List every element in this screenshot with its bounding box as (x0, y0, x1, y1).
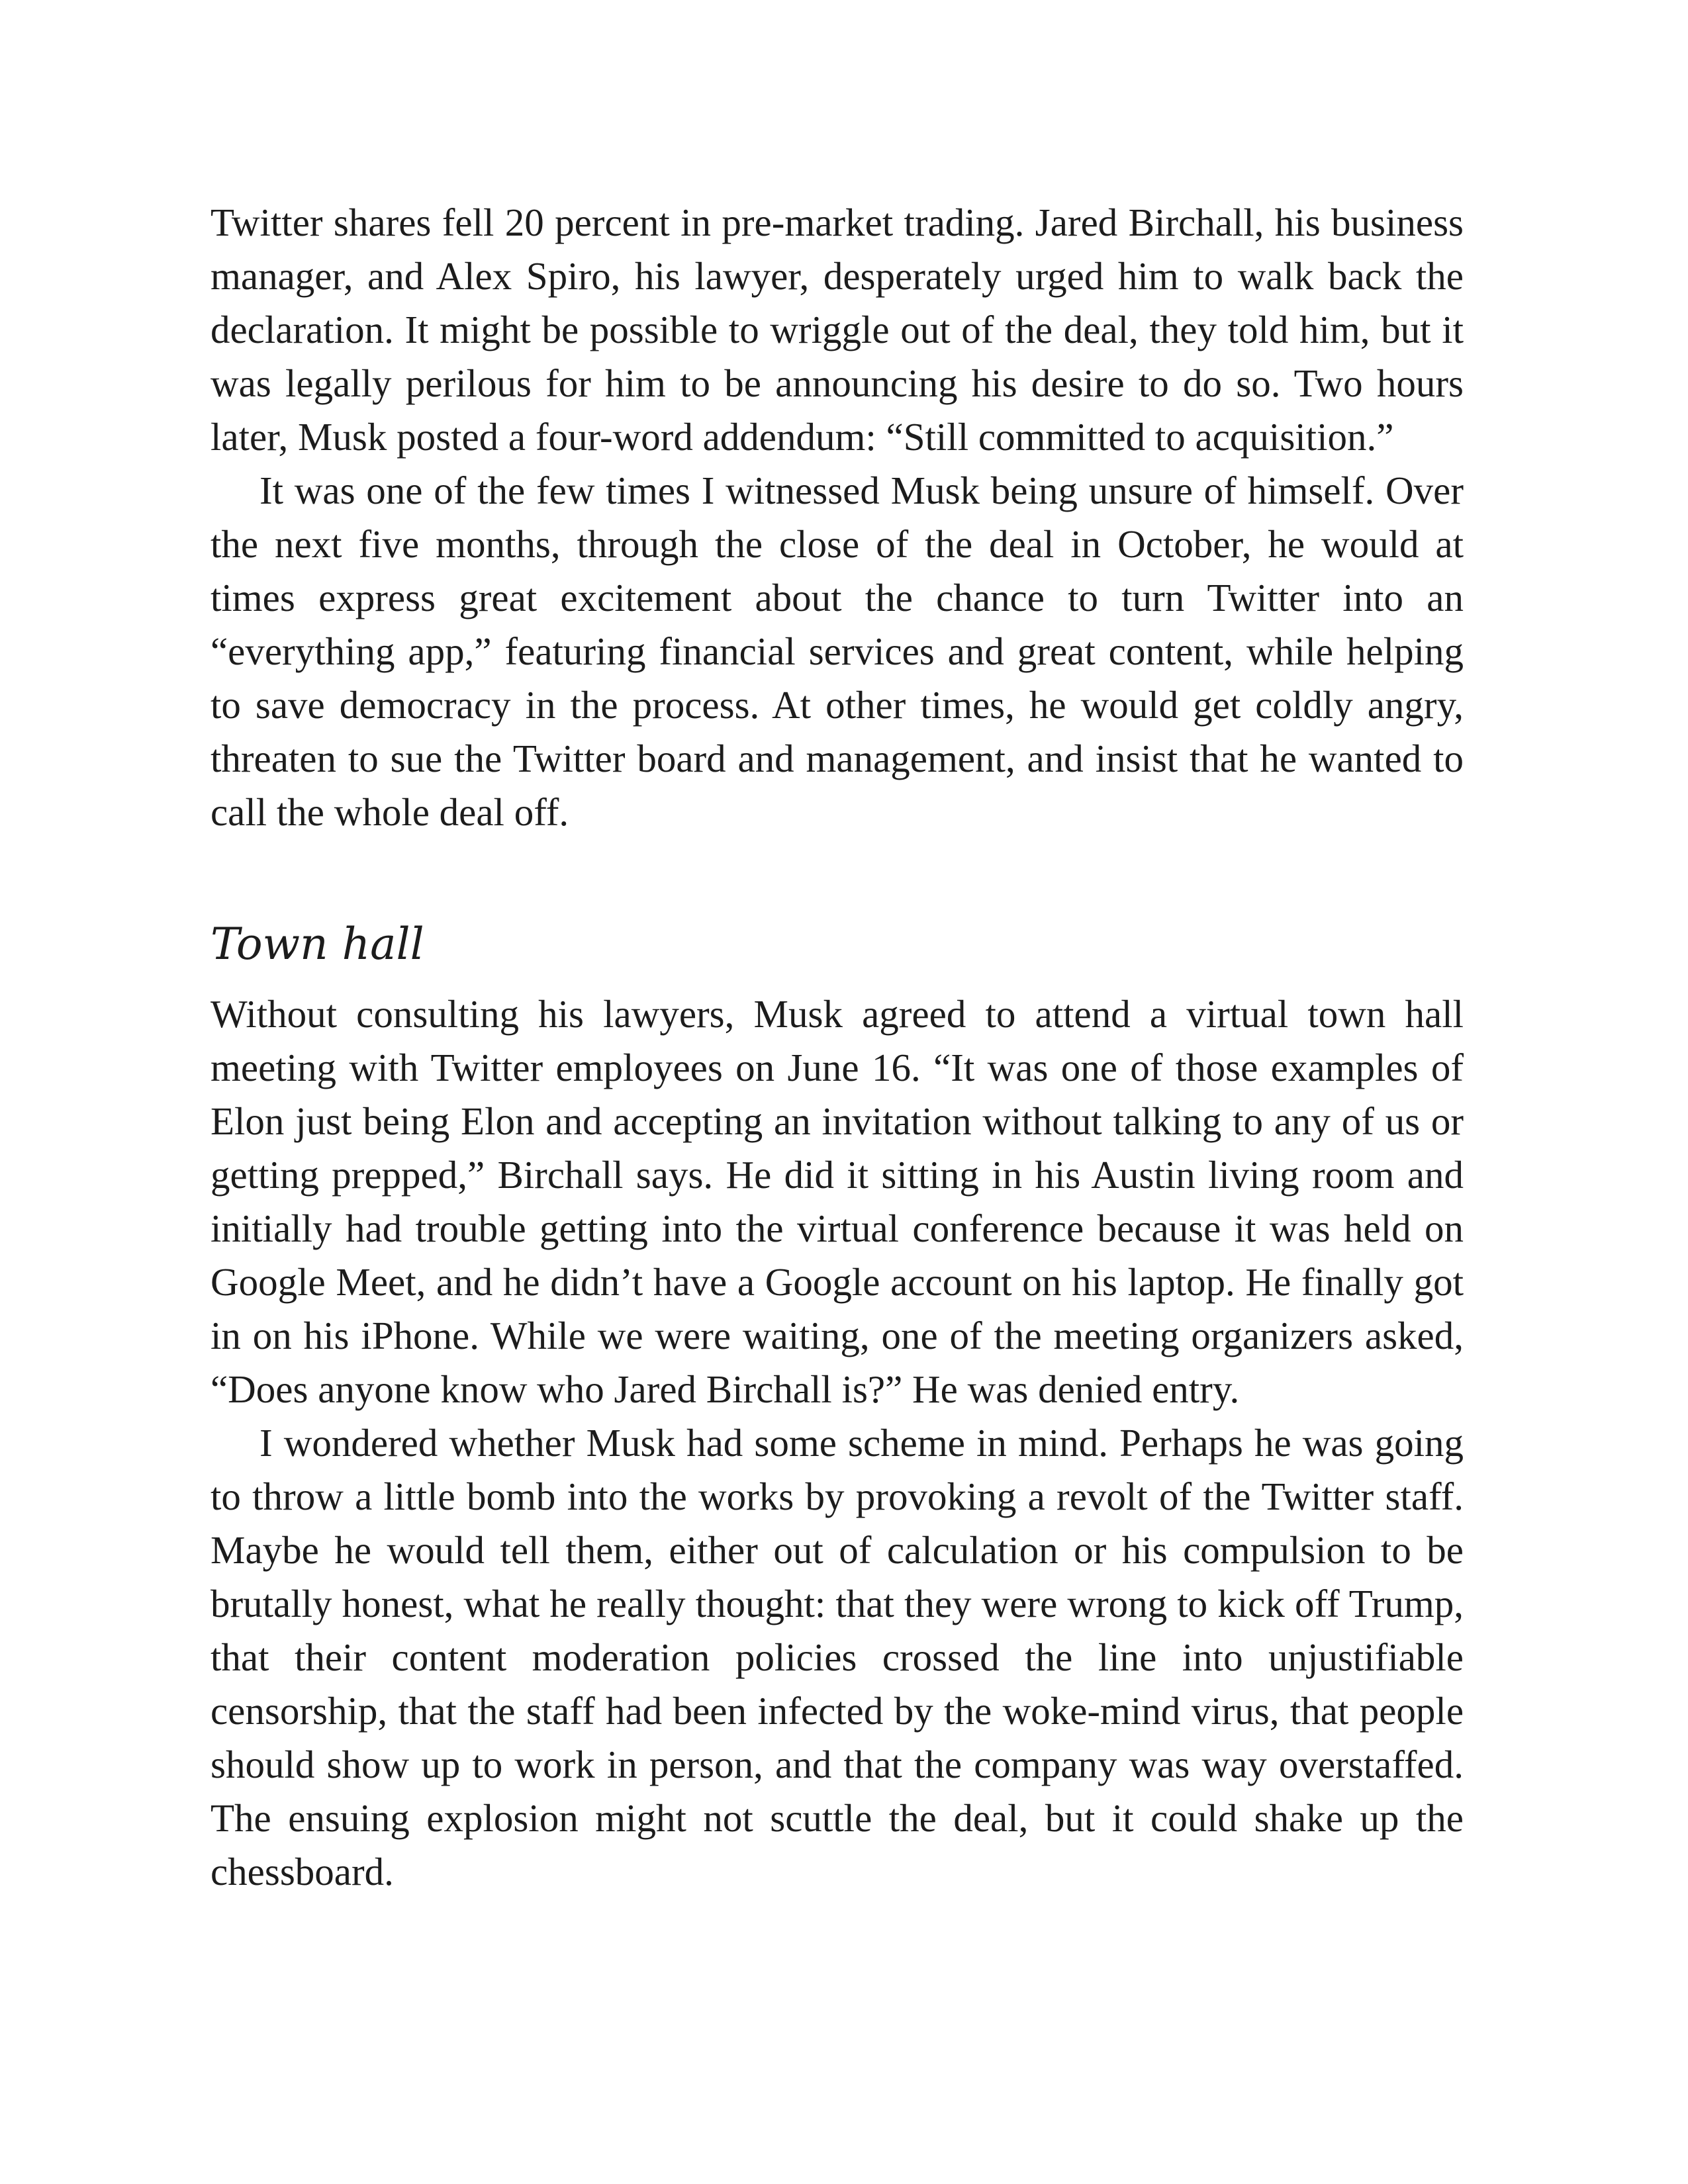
book-page (211, 196, 1464, 1899)
paragraph: Twitter shares fell 20 percent in pre-market trading. Jared Birchall, his business manager, and Alex Spiro, his lawyer, desperately urged him to walk back the declaration. It might be possible to wriggle out of the deal, they told him, but it was legally perilous for him to be announcing his desire to do so. Two hours later, Musk posted a four-word addendum: “Still committed to acquisition.” (211, 201, 1464, 459)
paragraph: I wondered whether Musk had some scheme in mind. Perhaps he was going to throw a little bomb into the works by provoking a revolt of the Twitter staff. Maybe he would tell them, either out of calculation or his compulsion to be brutally honest, what he really thought: that they were wrong to kick off Trump, that their content moderation policies crossed the line into unjustifiable censorship, that the staff had been infected by the woke-mind virus, that people should show up to work in person, and that the company was way overstaffed. The ensuing explosion might not scuttle the deal, but it could shake up the chessboard. (211, 1421, 1464, 1893)
paragraph: It was one of the few times I witnessed Musk being unsure of himself. Over the next five months, through the close of the deal in October, he would at times express great excitement about the chance to turn Twitter into an “everything app,” featuring financial services and great content, while helping to save democracy in the process. At other times, he would get coldly angry, threaten to sue the Twitter board and management, and insist that he wanted to call the whole deal off. (211, 469, 1464, 834)
section-heading: Town hall (211, 919, 424, 970)
paragraph: Without consulting his lawyers, Musk agreed to attend a virtual town hall meeting with Twitter employees on June 16. “It was one of those examples of Elon just being Elon and accepting an invitation without talking to any of us or getting prepped,” Birchall says. He did it sitting in his Austin living room and initially had trouble getting into the virtual conference because it was held on Google Meet, and he didn’t have a Google account on his laptop. He finally got in on his iPhone. While we were waiting, one of the meeting organizers asked, “Does anyone know who Jared Birchall is?” He was denied entry. (211, 992, 1464, 1411)
